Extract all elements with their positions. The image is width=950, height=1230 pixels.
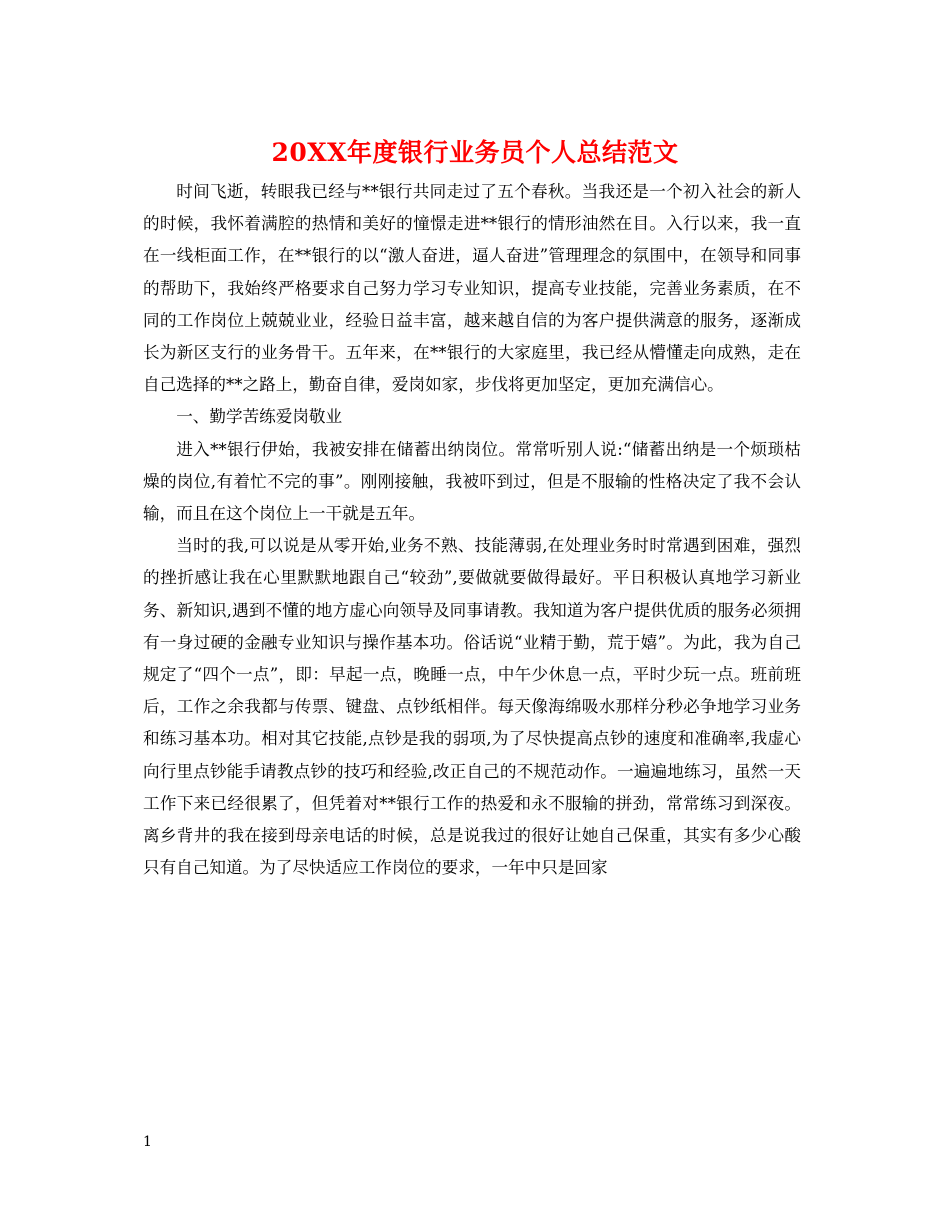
document-title: 20XX年度银行业务员个人总结范文	[271, 138, 679, 167]
paragraph-section1-a: 进入**银行伊始，我被安排在储蓄出纳岗位。常常听别人说:“储蓄出纳是一个烦琐枯燥的岗位,有着忙不完的事”。刚刚接触，我被吓到过，但是不服输的性格决定了我不会认输，而且在这个岗位上一干就是五年。	[143, 439, 801, 524]
page-number: 1	[143, 1134, 152, 1150]
paragraph-intro: 时间飞逝，转眼我已经与**银行共同走过了五个春秋。当我还是一个初入社会的新人的时候，我怀着满腔的热情和美好的憧憬走进**银行的情形油然在目。入行以来，我一直在一线柜面工作，在**银行的以“激人奋进，逼人奋进”管理理念的氛围中，在领导和同事的帮助下，我始终严格要求自己努力学习专业知识，提高专业技能，完善业务素质，在不同的工作岗位上兢兢业业，经验日益丰富，越来越自信的为客户提供满意的服务，逐渐成长为新区支行的业务骨干。五年来，在**银行的大家庭里，我已经从懵懂走向成熟，走在自己选择的**之路上，勤奋自律，爱岗如家，步伐将更加坚定，更加充满信心。	[143, 182, 801, 395]
section-heading-1: 一、勤学苦练爱岗敬业	[176, 407, 343, 427]
paragraph-section1-b: 当时的我,可以说是从零开始,业务不熟、技能薄弱,在处理业务时时常遇到困难，强烈的挫折感让我在心里默默地跟自己“较劲”,要做就要做得最好。平日积极认真地学习新业务、新知识,遇到不懂的地方虚心向领导及同事请教。我知道为客户提供优质的服务必须拥有一身过硬的金融专业知识与操作基本功。俗话说“业精于勤，荒于嬉”。为此，我为自己规定了“四个一点”，即：早起一点，晚睡一点，中午少休息一点，平时少玩一点。班前班后，工作之余我都与传票、键盘、点钞纸相伴。每天像海绵吸水那样分秒必争地学习业务和练习基本功。相对其它技能,点钞是我的弱项,为了尽快提高点钞的速度和准确率,我虚心向行里点钞能手请教点钞的技巧和经验,改正自己的不规范动作。一遍遍地练习，虽然一天工作下来已经很累了，但凭着对**银行工作的热爱和永不服输的拼劲，常常练习到深夜。离乡背井的我在接到母亲电话的时候，总是说我过的很好让她自己保重，其实有多少心酸只有自己知道。为了尽快适应工作岗位的要求，一年中只是回家	[143, 536, 801, 878]
document-body	[143, 176, 801, 884]
